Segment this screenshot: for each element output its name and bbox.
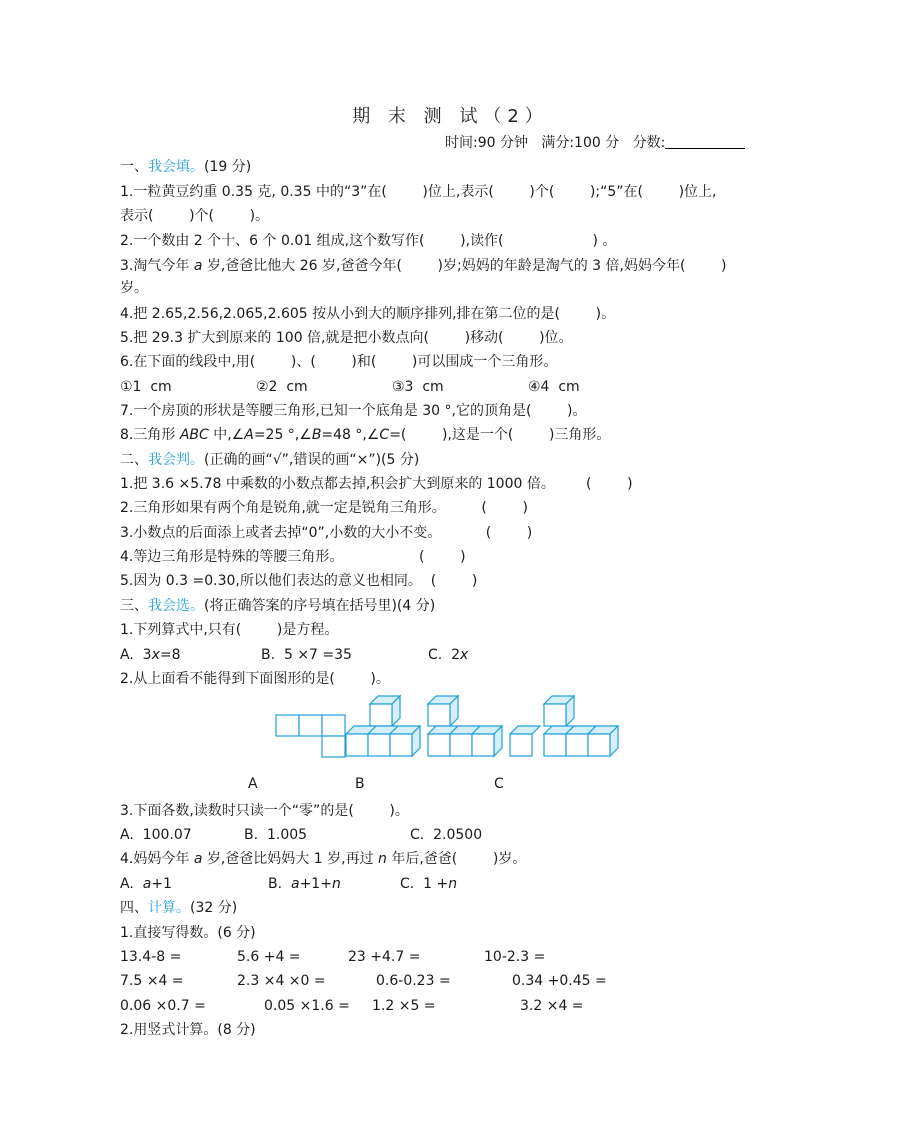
cube-front-face bbox=[370, 704, 392, 726]
choice-c: C. 1 +n bbox=[400, 876, 458, 892]
section-4-heading: 四、计算。(32 分) bbox=[120, 900, 238, 916]
cube-front-face bbox=[566, 734, 588, 756]
question-4-2: 2.用竖式计算。(8 分) bbox=[120, 1022, 256, 1038]
choice-b: B. a+1+n bbox=[268, 876, 341, 892]
exam-meta bbox=[445, 133, 745, 153]
cube-front-face bbox=[544, 704, 566, 726]
choice-a: A. 3x=8 bbox=[120, 647, 181, 663]
question-1-8: 8.三角形 ABC 中,∠A=25 °,∠B=48 °,∠C=( ),这是一个( )三角形。 bbox=[120, 427, 611, 443]
cube-front-face bbox=[510, 734, 532, 756]
cube-top-face bbox=[510, 726, 540, 734]
cube-front-face bbox=[588, 734, 610, 756]
score-blank[interactable] bbox=[665, 134, 745, 149]
question-3-3: 3.下面各数,读数时只读一个“零”的是( )。 bbox=[120, 803, 409, 819]
segment-option-4: ④4 cm bbox=[528, 379, 580, 395]
judge-item: 1.把 3.6 ×5.78 中乘数的小数点都去掉,积会扩大到原来的 1000 倍。 ( ) bbox=[120, 476, 633, 492]
question-3-4: 4.妈妈今年 a 岁,爸爸比妈妈大 1 岁,再过 n 年后,爸爸( )岁。 bbox=[120, 851, 527, 867]
question-1-1: 1.一粒黄豆约重 0.35 克, 0.35 中的“3”在( )位上,表示( )个( );“5”在( )位上, bbox=[120, 184, 717, 200]
calc-item: 23 +4.7 = bbox=[348, 949, 421, 965]
calc-item: 7.5 ×4 = bbox=[120, 973, 184, 989]
question-1-3: 3.淘气今年 a 岁,爸爸比他大 26 岁,爸爸今年( )岁;妈妈的年龄是淘气的 3 倍,妈妈今年( ) bbox=[120, 258, 727, 274]
calc-item: 1.2 ×5 = bbox=[372, 998, 436, 1014]
calc-item: 10-2.3 = bbox=[484, 949, 546, 965]
page-title: 期 末 测 试（2） bbox=[352, 106, 549, 127]
top-view-square bbox=[322, 736, 345, 757]
section-3-heading: 三、我会选。(将正确答案的序号填在括号里)(4 分) bbox=[120, 598, 436, 614]
cube-front-face bbox=[368, 734, 390, 756]
cube-front-face bbox=[428, 704, 450, 726]
choice-b: B. 5 ×7 =35 bbox=[261, 647, 352, 663]
cube-front-face bbox=[428, 734, 450, 756]
top-view-square bbox=[276, 715, 299, 736]
figure-label-c: C bbox=[494, 776, 504, 792]
time-label: 时间:90 分钟 bbox=[445, 135, 528, 151]
judge-item: 5.因为 0.3 =0.30,所以他们表达的意义也相同。 ( ) bbox=[120, 573, 478, 589]
choice-b: B. 1.005 bbox=[244, 827, 308, 843]
figure-label-a: A bbox=[248, 776, 258, 792]
choice-c: C. 2x bbox=[428, 647, 469, 663]
calc-item: 3.2 ×4 = bbox=[520, 998, 584, 1014]
calc-item: 0.05 ×1.6 = bbox=[264, 998, 350, 1014]
question-1-4: 4.把 2.65,2.56,2.065,2.605 按从小到大的顺序排列,排在第二位的是( )。 bbox=[120, 306, 616, 322]
question-3-1: 1.下列算式中,只有( )是方程。 bbox=[120, 622, 339, 638]
calc-item: 0.34 +0.45 = bbox=[512, 973, 607, 989]
figure-label-b: B bbox=[355, 776, 365, 792]
top-view-square bbox=[322, 715, 345, 736]
section-1-heading: 一、我会填。(19 分) bbox=[120, 159, 252, 175]
full-score-label: 满分:100 分 bbox=[541, 135, 620, 151]
question-1-2: 2.一个数由 2 个十、6 个 0.01 组成,这个数写作( ),读作( ) 。 bbox=[120, 233, 617, 249]
question-1-1-cont: 表示( )个( )。 bbox=[120, 208, 270, 224]
segment-option-3: ③3 cm bbox=[392, 379, 444, 395]
calc-item: 13.4-8 = bbox=[120, 949, 182, 965]
cube-figures bbox=[270, 690, 630, 762]
calc-item: 0.6-0.23 = bbox=[376, 973, 451, 989]
judge-item: 4.等边三角形是特殊的等腰三角形。 ( ) bbox=[120, 549, 466, 565]
question-1-5: 5.把 29.3 扩大到原来的 100 倍,就是把小数点向( )移动( )位。 bbox=[120, 330, 573, 346]
calc-item: 2.3 ×4 ×0 = bbox=[237, 973, 326, 989]
question-1-3-cont: 岁。 bbox=[120, 280, 148, 296]
cube-front-face bbox=[450, 734, 472, 756]
segment-option-2: ②2 cm bbox=[256, 379, 308, 395]
calc-item: 0.06 ×0.7 = bbox=[120, 998, 206, 1014]
calc-item: 5.6 +4 = bbox=[237, 949, 301, 965]
choice-c: C. 2.0500 bbox=[410, 827, 483, 843]
cube-front-face bbox=[544, 734, 566, 756]
question-1-7: 7.一个房顶的形状是等腰三角形,已知一个底角是 30 °,它的顶角是( )。 bbox=[120, 403, 587, 419]
choice-a: A. a+1 bbox=[120, 876, 172, 892]
section-2-heading: 二、我会判。(正确的画“√”,错误的画“×”)(5 分) bbox=[120, 452, 420, 468]
top-view-square bbox=[299, 715, 322, 736]
question-1-6: 6.在下面的线段中,用( )、( )和( )可以围成一个三角形。 bbox=[120, 354, 558, 370]
choice-a: A. 100.07 bbox=[120, 827, 192, 843]
judge-item: 2.三角形如果有两个角是锐角,就一定是锐角三角形。 ( ) bbox=[120, 500, 528, 516]
question-4-1: 1.直接写得数。(6 分) bbox=[120, 925, 256, 941]
segment-option-1: ①1 cm bbox=[120, 379, 172, 395]
cube-front-face bbox=[472, 734, 494, 756]
judge-item: 3.小数点的后面添上或者去掉“0”,小数的大小不变。 ( ) bbox=[120, 525, 533, 541]
score-label: 分数: bbox=[632, 135, 666, 151]
cube-front-face bbox=[390, 734, 412, 756]
question-3-2: 2.从上面看不能得到下面图形的是( )。 bbox=[120, 671, 390, 687]
cube-front-face bbox=[346, 734, 368, 756]
